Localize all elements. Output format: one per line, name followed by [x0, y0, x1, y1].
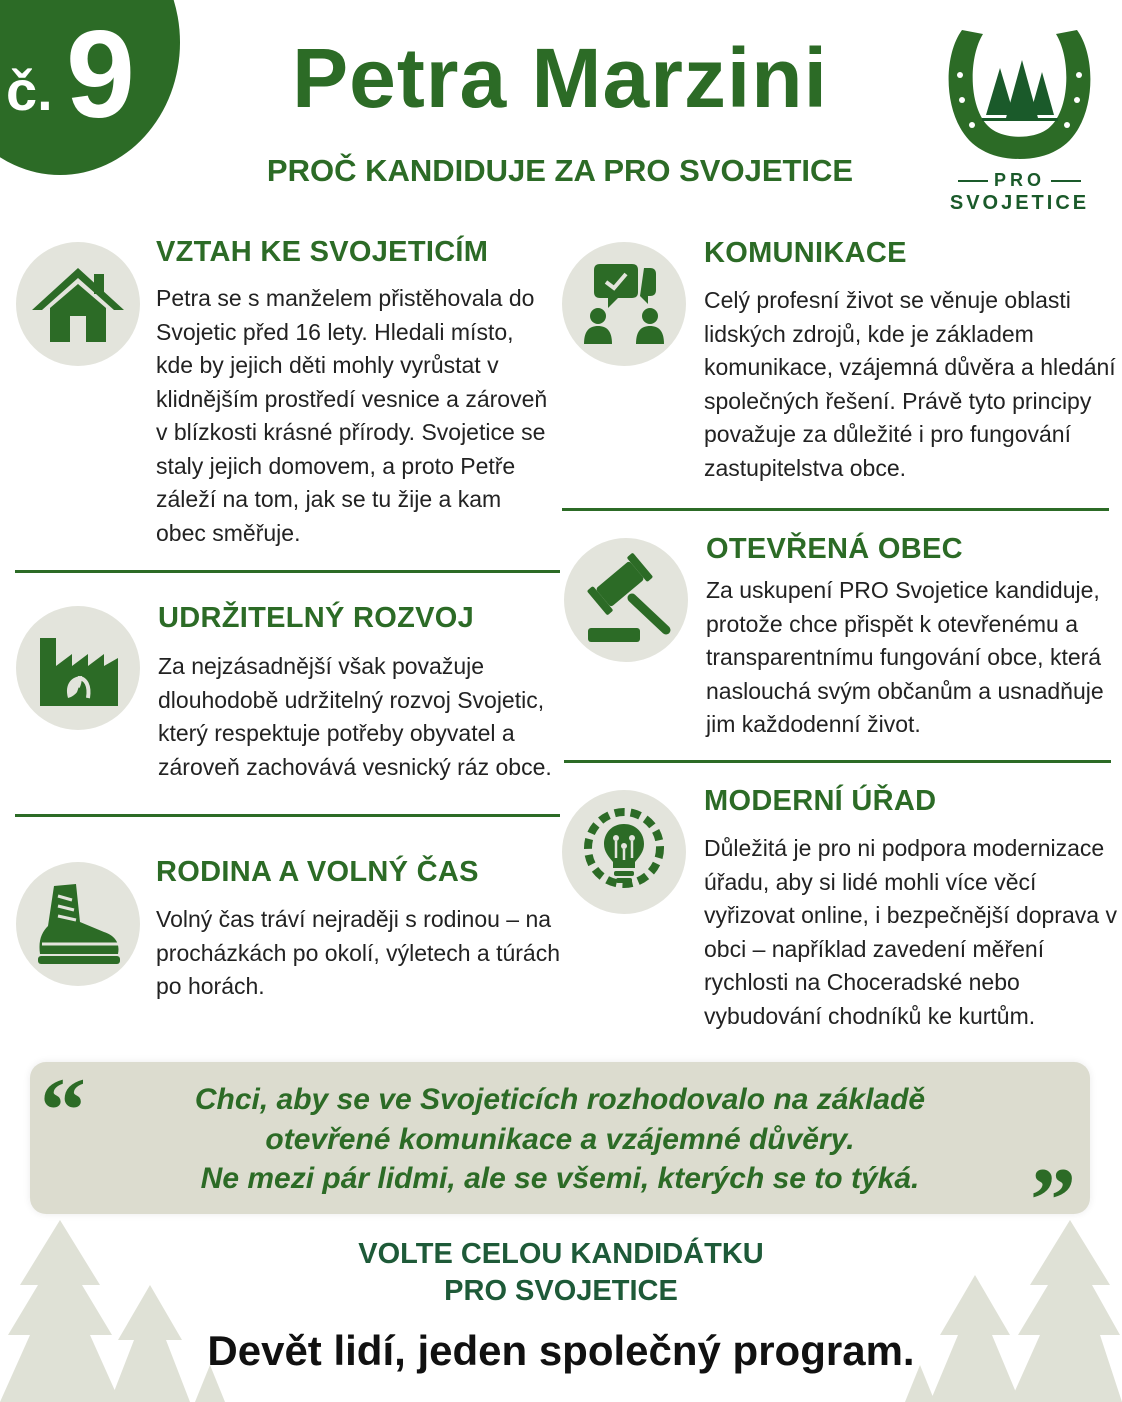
text-line: zároveň zachovává vesnický ráz obce. — [158, 753, 552, 780]
text-line: obci – například zavedení měření — [704, 935, 1045, 962]
section-title-obec: OTEVŘENÁ OBEC — [706, 533, 963, 565]
text-line: obec směřuje. — [156, 519, 301, 546]
divider — [15, 814, 560, 817]
text-line: vyřizovat online, i bezpečnější doprava v — [704, 902, 1117, 928]
text-line: Petra se s manželem přistěhovala do — [156, 285, 535, 311]
text-line: dlouhodobě udržitelný rozvoj Svojetic, — [158, 686, 545, 713]
quote-line: Ne mezi pár lidmi, ale se všemi, kterých se to týká. — [200, 1162, 920, 1195]
quote-box — [30, 1059, 1090, 1251]
quote-open-mark: “ — [40, 1059, 86, 1161]
pro-svojetice-logo — [942, 20, 1097, 214]
text-line: kde by jejich děti mohly vyrůstat v — [156, 352, 499, 378]
text-line: společných řešení. Právě tyto principy — [704, 387, 1092, 414]
page-subtitle: PROČ KANDIDUJE ZA PRO SVOJETICE — [266, 153, 854, 188]
section-title-komunikace: KOMUNIKACE — [704, 237, 907, 269]
quote-line: otevřené komunikace a vzájemné důvěry. — [265, 1122, 855, 1156]
text-line: zastupitelstva obce. — [704, 454, 907, 481]
quote-line: Chci, aby se ve Svojeticích rozhodovalo na základě — [194, 1083, 926, 1116]
section-title-vztah: VZTAH KE SVOJETICÍM — [156, 236, 489, 268]
quote-close-mark: ” — [1030, 1149, 1076, 1251]
text-line: lidských zdrojů, kde je základem — [704, 320, 1034, 347]
people-communication-icon-circle — [562, 242, 686, 366]
logo-name-text: SVOJETICE — [949, 192, 1090, 214]
text-line: jim každodenní život. — [706, 711, 921, 737]
house-icon-circle — [16, 242, 140, 366]
text-line: považuje za důležité i pro fungování — [704, 421, 1071, 447]
section-body-obec — [706, 574, 1118, 742]
divider — [15, 570, 560, 573]
section-body-rozvoj — [158, 650, 558, 784]
text-line: záleží na tom, jak se tu žije a kam — [156, 486, 502, 512]
text-line: procházkách po okolí, výletech a túrách — [156, 939, 561, 966]
lightbulb-gear-icon-circle — [562, 790, 686, 914]
text-line: úřadu, aby si lidé mohli více věcí — [704, 868, 1037, 895]
candidate-number: 9 — [66, 6, 135, 144]
call-to-action-line1: VOLTE CELOU KANDIDÁTKU — [358, 1238, 764, 1270]
quote-text — [90, 1080, 1030, 1199]
eco-factory-icon-circle — [16, 606, 140, 730]
gavel-icon-circle — [564, 538, 688, 662]
people-communication-icon — [574, 254, 674, 354]
section-title-rodina: RODINA A VOLNÝ ČAS — [156, 856, 479, 888]
text-line: Svojetic před 16 lety. Hledali místo, — [156, 318, 514, 345]
section-title-urad: MODERNÍ ÚŘAD — [704, 785, 937, 817]
lightbulb-gear-icon — [574, 802, 674, 902]
text-line: Důležitá je pro ni podpora modernizace — [704, 835, 1105, 861]
candidate-name: Petra Marzini — [292, 31, 828, 125]
text-line: Za uskupení PRO Svojetice kandiduje, — [706, 577, 1100, 603]
text-line: transparentnímu fungování obce, která — [706, 644, 1102, 670]
divider — [562, 508, 1109, 511]
gavel-icon — [576, 550, 676, 650]
call-to-action-line2: PRO SVOJETICE — [444, 1275, 678, 1307]
horseshoe-trees-icon — [942, 20, 1097, 170]
candidate-number-prefix: č. — [6, 59, 53, 122]
text-line: který respektuje potřeby obyvatel a — [158, 720, 515, 746]
house-icon — [28, 254, 128, 354]
eco-factory-icon — [28, 618, 128, 718]
section-title-rozvoj: UDRŽITELNÝ ROZVOJ — [158, 602, 475, 634]
text-line: komunikace, vzájemná důvěra a hledání — [704, 354, 1116, 380]
text-line: v blízkosti krásné přírody. Svojetice se — [156, 419, 546, 445]
text-line: naslouchá svým občanům a usnadňuje — [706, 677, 1104, 704]
slogan: Devět lidí, jeden společný program. — [207, 1327, 915, 1374]
text-line: Celý profesní život se věnuje oblasti — [704, 287, 1071, 313]
hiking-boot-icon-circle — [16, 862, 140, 986]
text-line: vybudování chodníků ke kurtům. — [704, 1002, 1036, 1029]
divider — [564, 760, 1111, 763]
section-body-rodina — [156, 903, 560, 1004]
section-body-vztah — [156, 282, 556, 550]
text-line: rychlosti na Choceradské nebo — [704, 969, 1020, 995]
logo-pro-text: PRO — [942, 170, 1097, 191]
section-body-urad — [704, 832, 1118, 1033]
section-body-komunikace — [704, 284, 1118, 485]
text-line: protože chce přispět k otevřenému a — [706, 610, 1079, 637]
text-line: po horách. — [156, 973, 265, 999]
text-line: Za nejzásadnější však považuje — [158, 653, 485, 679]
hiking-boot-icon — [28, 874, 128, 974]
text-line: klidnějším prostředí vesnice a zároveň — [156, 385, 548, 412]
text-line: Volný čas tráví nejraději s rodinou – na — [156, 906, 552, 932]
text-line: staly jejich domovem, a proto Petře — [156, 452, 516, 479]
